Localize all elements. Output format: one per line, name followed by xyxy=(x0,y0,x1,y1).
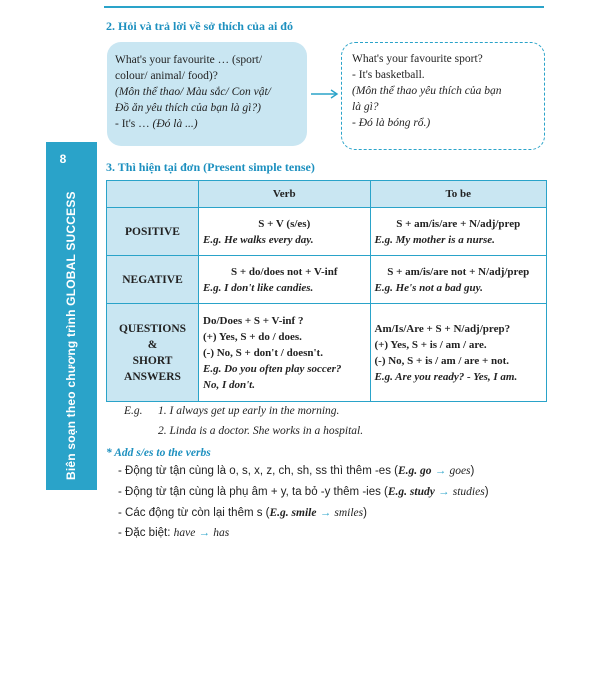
rule-2-result: studies xyxy=(452,486,485,498)
table-row-negative xyxy=(107,256,547,304)
ampersand-label: & xyxy=(147,338,158,351)
negative-tobe-example: E.g. He's not a bad guy. xyxy=(374,281,483,294)
questions-verb-example-answer: No, I don't. xyxy=(203,378,255,391)
example-sentence-1: 1. I always get up early in the morning. xyxy=(158,405,340,417)
header-empty xyxy=(107,181,199,208)
page-number: 8 xyxy=(59,152,67,166)
negative-tobe-formula: S + am/is/are not + N/adj/prep xyxy=(387,265,530,278)
short-label: SHORT xyxy=(132,354,173,367)
positive-tobe-cell xyxy=(370,208,547,256)
example-line3: (Môn thể thao yêu thích của bạn xyxy=(352,85,502,97)
questions-label: QUESTIONS xyxy=(118,322,187,335)
negative-verb-cell xyxy=(199,256,371,304)
add-ses-title: * Add s/es to the verbs xyxy=(106,447,211,459)
present-simple-table xyxy=(106,180,547,402)
question-line5 xyxy=(115,116,299,132)
rule-3-text: - Các động từ còn lại thêm s ( xyxy=(118,507,270,519)
arrow-icon: → xyxy=(438,486,450,498)
questions-verb-cell xyxy=(199,304,371,402)
question-box xyxy=(107,42,307,146)
questions-verb-formula: Do/Does + S + V-inf ? xyxy=(203,314,304,327)
arrow-icon: → xyxy=(319,507,332,519)
example-line1: What's your favourite sport? xyxy=(352,53,483,65)
rule-2-example: E.g. study xyxy=(387,486,435,498)
rule-2-text: - Động từ tận cùng là phụ âm + y, ta bỏ -y thêm -ies ( xyxy=(118,486,388,498)
negative-verb-example: E.g. I don't like candies. xyxy=(203,281,314,294)
rule-3-result: smiles xyxy=(334,507,364,519)
questions-verb-yes: (+) Yes, S + do / does. xyxy=(203,330,302,343)
negative-tobe-cell xyxy=(370,256,547,304)
questions-tobe-yes: (+) Yes, S + is / am / are. xyxy=(374,338,487,351)
section2-title: 2. Hỏi và trả lời về sở thích của ai đó xyxy=(106,19,293,33)
questions-tobe-formula: Am/Is/Are + S + N/adj/prep? xyxy=(374,322,511,335)
close-paren: ) xyxy=(363,507,367,519)
example-line4: là gì? xyxy=(352,101,379,113)
row-label-questions xyxy=(107,304,199,402)
example-line2: - It's basketball. xyxy=(352,69,425,81)
side-label: Biên soạn theo chương trình GLOBAL SUCCESS xyxy=(64,191,78,480)
positive-verb-cell xyxy=(199,208,371,256)
answers-label: ANSWERS xyxy=(124,370,181,383)
questions-verb-no: (-) No, S + don't / doesn't. xyxy=(203,346,323,359)
table-row-positive xyxy=(107,208,547,256)
examples-prefix: E.g. xyxy=(124,405,143,417)
example-box xyxy=(341,42,545,150)
rule-1-text: - Động từ tận cùng là o, s, x, z, ch, sh, ss thì thêm -es ( xyxy=(118,465,398,477)
header-tobe: To be xyxy=(370,181,547,208)
question-line4: Đồ ăn yêu thích của bạn là gì?) xyxy=(115,102,261,114)
rule-1 xyxy=(118,465,474,477)
questions-verb-example: E.g. Do you often play soccer? xyxy=(203,362,342,375)
positive-verb-example: E.g. He walks every day. xyxy=(203,233,314,246)
rule-4-result: has xyxy=(213,527,230,539)
rule-2 xyxy=(118,486,489,498)
positive-tobe-formula: S + am/is/are + N/adj/prep xyxy=(396,217,521,230)
table-header-row xyxy=(107,181,547,208)
negative-verb-formula: S + do/does not + V-inf xyxy=(230,265,338,278)
close-paren: ) xyxy=(484,486,489,498)
question-line1: What's your favourite … (sport/ xyxy=(115,54,263,66)
section3-title: 3. Thì hiện tại đơn (Present simple tense) xyxy=(106,160,315,174)
answer-template: - It's … xyxy=(115,118,153,130)
close-paren: ) xyxy=(470,465,475,477)
answer-template-translation: (Đó là ...) xyxy=(152,118,198,130)
rule-1-result: goes xyxy=(449,465,471,477)
rule-3-example: E.g. smile xyxy=(269,507,317,519)
questions-tobe-cell xyxy=(370,304,547,402)
positive-tobe-example: E.g. My mother is a nurse. xyxy=(374,233,495,246)
questions-tobe-example: E.g. Are you ready? - Yes, I am. xyxy=(374,370,518,383)
row-label-negative: NEGATIVE xyxy=(107,256,199,304)
rule-4-text: - Đặc biệt: xyxy=(118,527,174,539)
rule-4-example: have xyxy=(173,527,196,539)
row-label-positive: POSITIVE xyxy=(107,208,199,256)
question-line3: (Môn thể thao/ Màu sắc/ Con vật/ xyxy=(115,86,271,98)
top-rule xyxy=(104,6,544,8)
positive-verb-formula: S + V (s/es) xyxy=(258,217,311,230)
rule-3 xyxy=(118,507,367,519)
arrow-icon: → xyxy=(434,465,447,477)
header-verb: Verb xyxy=(199,181,371,208)
right-arrow-icon xyxy=(310,88,340,100)
table-row-questions xyxy=(107,304,547,402)
example-line5: - Đó là bóng rổ.) xyxy=(352,117,431,129)
question-line2: colour/ animal/ food)? xyxy=(115,70,218,82)
example-sentence-2: 2. Linda is a doctor. She works in a hospital. xyxy=(158,425,364,437)
arrow-icon: → xyxy=(198,527,211,539)
questions-tobe-no: (-) No, S + is / am / are + not. xyxy=(374,354,510,367)
rule-4 xyxy=(118,527,229,539)
rule-1-example: E.g. go xyxy=(397,465,432,477)
